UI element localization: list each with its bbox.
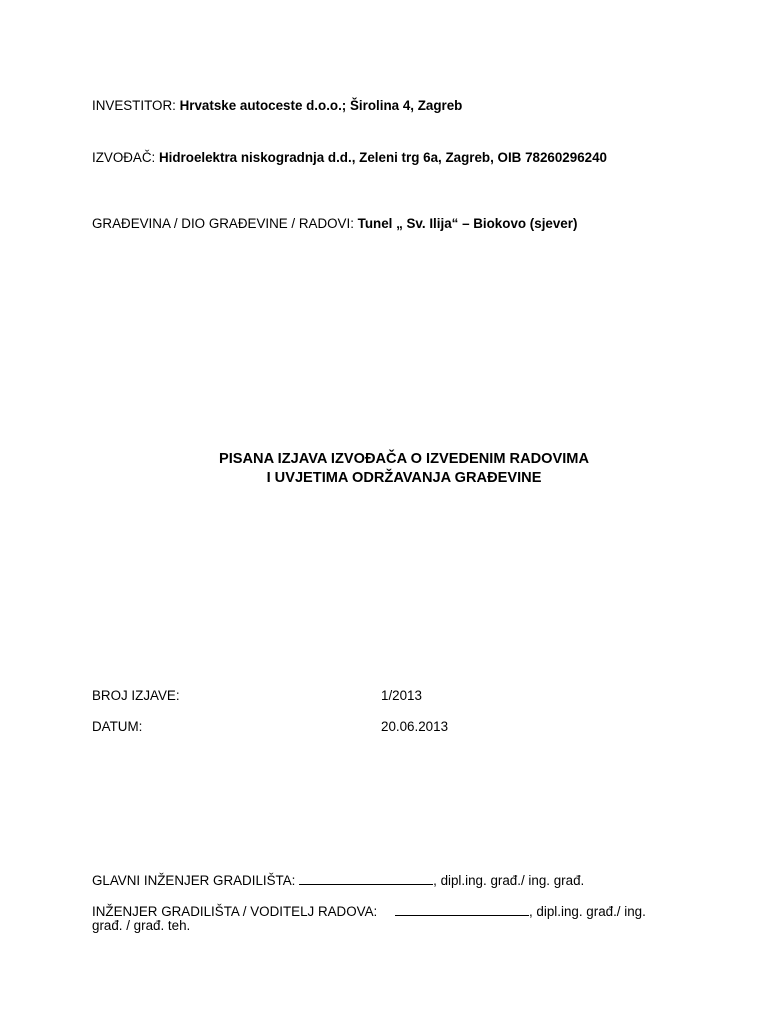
glavni-inzenjer-suffix: , dipl.ing. građ./ ing. građ. (433, 873, 585, 888)
glavni-inzenjer-line (92, 872, 584, 889)
gradjevina-label: GRAĐEVINA / DIO GRAĐEVINE / RADOVI: (92, 216, 354, 231)
document-title-line-2: I UVJETIMA ODRŽAVANJA GRAĐEVINE (266, 470, 542, 486)
gradjevina-line (92, 216, 577, 232)
investitor-label: INVESTITOR: (92, 98, 176, 113)
investitor-value: Hrvatske autoceste d.o.o.; Širolina 4, Zagreb (179, 98, 463, 113)
gradjevina-value: Tunel „ Sv. Ilija“ – Biokovo (sjever) (357, 216, 578, 231)
investitor-line (92, 98, 462, 114)
glavni-inzenjer-label: GLAVNI INŽENJER GRADILIŠTA: (92, 873, 296, 888)
inzenjer-gradilista-line-2: građ. / građ. teh. (92, 918, 191, 933)
datum-label: DATUM: (92, 719, 143, 734)
glavni-inzenjer-signature-blank (299, 872, 433, 885)
broj-izjave-label: BROJ IZJAVE: (92, 688, 180, 703)
datum-value: 20.06.2013 (381, 719, 449, 734)
inzenjer-gradilista-suffix: , dipl.ing. građ./ ing. (528, 904, 646, 919)
izvodjac-line (92, 150, 607, 166)
izvodjac-value: Hidroelektra niskogradnja d.d., Zeleni trg 6a, Zagreb, OIB 78260296240 (158, 150, 607, 165)
izvodjac-label: IZVOĐAČ: (92, 150, 156, 165)
document-title-line-1: PISANA IZJAVA IZVOĐAČA O IZVEDENIM RADOVIMA (219, 451, 589, 467)
broj-izjave-value: 1/2013 (381, 688, 422, 703)
inzenjer-gradilista-signature-blank (395, 903, 529, 916)
inzenjer-gradilista-label: INŽENJER GRADILIŠTA / VODITELJ RADOVA: (92, 904, 378, 919)
